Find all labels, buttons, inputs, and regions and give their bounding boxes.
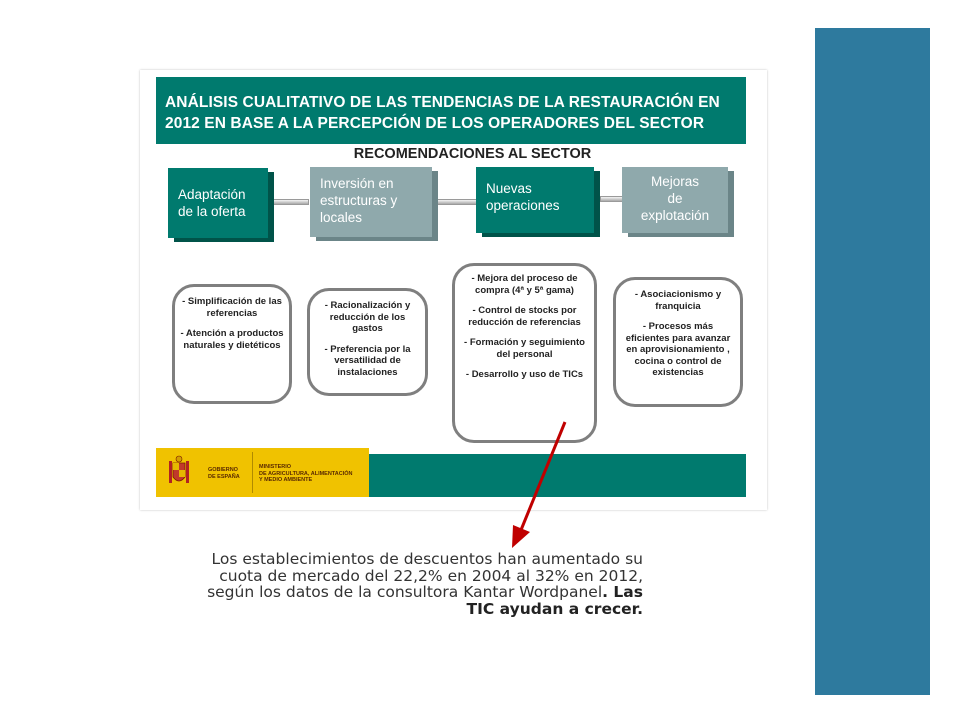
caption-body: Los establecimientos de descuentos han aumentado su cuota de mercado del 22,2% en 2004 al 32% en 2012, según los datos de la consultora Kantar Wordpanel — [207, 550, 643, 601]
ministry-label-line-2: DE AGRICULTURA, ALIMENTACIÓN — [259, 470, 353, 477]
category-1-line-2: de la oferta — [178, 204, 246, 219]
ministry-label-line-1: MINISTERIO — [259, 464, 292, 470]
slide-title-line-2: 2012 EN BASE A LA PERCEPCIÓN DE LOS OPERADORES DEL SECTOR — [165, 115, 705, 132]
recommendation-item: - Control de stocks por reducción de referencias — [468, 305, 581, 328]
category-4-line-3: explotación — [640, 208, 710, 223]
gov-label-line-1: GOBIERNO — [208, 467, 238, 473]
recommendation-item: - Preferencia por la versatilidad de instalaciones — [324, 343, 411, 378]
category-4-line-1: Mejoras — [650, 174, 699, 189]
recommendation-item: - Formación y seguimiento del personal — [464, 337, 585, 360]
gov-label-line-2: DE ESPAÑA — [208, 473, 240, 480]
recommendation-item: - Simplificación de las referencias — [182, 296, 282, 319]
category-3-line-1: Nuevas — [486, 181, 532, 196]
category-2-line-2: estructuras y — [320, 193, 398, 208]
slide-title-line-1: ANÁLISIS CUALITATIVO DE LAS TENDENCIAS DE LA RESTAURACIÓN EN — [165, 94, 720, 111]
caption-emphasis: . Las TIC ayudan a crecer. — [466, 583, 643, 618]
category-2-line-1: Inversión en — [320, 176, 394, 191]
recommendation-item: - Racionalización y reducción de los gastos — [324, 300, 411, 334]
slide-subtitle: RECOMENDACIONES AL SECTOR — [353, 146, 592, 162]
category-1-line-1: Adaptación — [178, 187, 246, 202]
recommendation-item: - Procesos más eficientes para avanzar en aprovisionamiento , cocina o control de existencias — [625, 321, 731, 378]
recommendation-item: - Asociacionismo y franquicia — [634, 289, 722, 312]
recommendation-item: - Mejora del proceso de compra (4ª y 5ª gama) — [471, 273, 578, 296]
recommendation-item: - Atención a productos naturales y dietéticos — [180, 328, 284, 351]
ministry-label-line-3: Y MEDIO AMBIENTE — [259, 477, 313, 483]
caption-text — [190, 551, 643, 617]
category-4-line-2: de — [667, 191, 683, 206]
recommendation-item: - Desarrollo y uso de TICs — [465, 369, 584, 380]
category-2-line-3: locales — [320, 210, 363, 225]
category-3-line-2: operaciones — [486, 198, 560, 213]
